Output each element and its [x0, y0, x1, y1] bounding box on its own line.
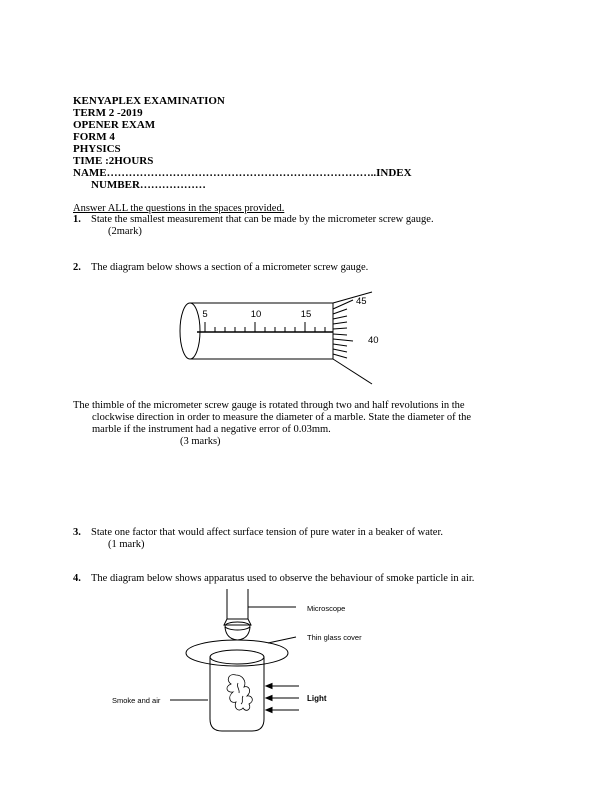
question-2-number: 2. [73, 262, 81, 273]
smoke-cell-beaker [210, 650, 264, 731]
time-line: TIME :2HOURS [73, 155, 154, 167]
question-3-number: 3. [73, 527, 81, 538]
exam-line: OPENER EXAM [73, 119, 156, 131]
question-1-text: State the smallest measurement that can be made by the micrometer screw gauge. [91, 214, 434, 225]
question-2-body-line-2: clockwise direction in order to measure the diameter of a marble. State the diameter of the [92, 412, 472, 423]
question-2-marks: (3 marks) [180, 436, 221, 447]
question-2-text: The diagram below shows a section of a micrometer screw gauge. [91, 262, 369, 273]
exam-body-title: KENYAPLEX EXAMINATION [73, 95, 225, 107]
micrometer-end-ellipse [180, 303, 200, 359]
sleeve-scale-ticks [205, 322, 325, 332]
question-3 [73, 527, 443, 539]
question-4-number: 4. [73, 573, 81, 584]
question-3-text: State one factor that would affect surface tension of pure water in a beaker of water. [91, 527, 443, 538]
question-3-marks: (1 mark) [108, 539, 145, 550]
exam-header [73, 95, 412, 191]
question-2-body-line-1: The thimble of the micrometer screw gauge is rotated through two and half revolutions in the [73, 400, 465, 411]
sleeve-label-15: 15 [300, 309, 312, 320]
smoke-label: Smoke and air [112, 696, 161, 705]
question-1-marks: (2mark) [108, 226, 142, 237]
light-label: Light [307, 694, 327, 703]
thimble-label-45: 45 [356, 296, 367, 307]
thimble-bottom-slope [333, 359, 372, 384]
name-index-line: NAME………………………………………………………………..INDEX [73, 167, 412, 179]
form-line: FORM 4 [73, 131, 115, 143]
thimble-label-40: 40 [368, 335, 379, 346]
thimble-scale-ticks [333, 300, 353, 358]
smoke-particles [227, 675, 252, 711]
sleeve-label-10: 10 [250, 309, 262, 320]
index-number-line: NUMBER……………… [91, 179, 206, 191]
question-4 [73, 573, 474, 585]
question-2 [73, 262, 368, 274]
thin-glass-cover [186, 640, 288, 666]
sleeve-label-5: 5 [202, 309, 208, 320]
instructions: Answer ALL the questions in the spaces provided. [73, 203, 285, 214]
microscope-label: Microscope [307, 604, 346, 613]
light-arrows [266, 684, 299, 713]
question-2-body-line-3: marble if the instrument had a negative error of 0.03mm. [92, 424, 331, 435]
smoke-cell-diagram [100, 587, 410, 742]
glass-cover-pointer [268, 637, 296, 643]
glass-cover-label: Thin glass cover [307, 633, 362, 642]
question-4-text: The diagram below shows apparatus used to observe the behaviour of smoke particle in air. [91, 573, 475, 584]
subject-line: PHYSICS [73, 143, 121, 155]
question-1-number: 1. [73, 214, 81, 225]
micrometer-diagram [175, 288, 385, 388]
microscope-drawing [224, 589, 251, 640]
question-1 [73, 214, 434, 226]
term-line: TERM 2 -2019 [73, 107, 143, 119]
